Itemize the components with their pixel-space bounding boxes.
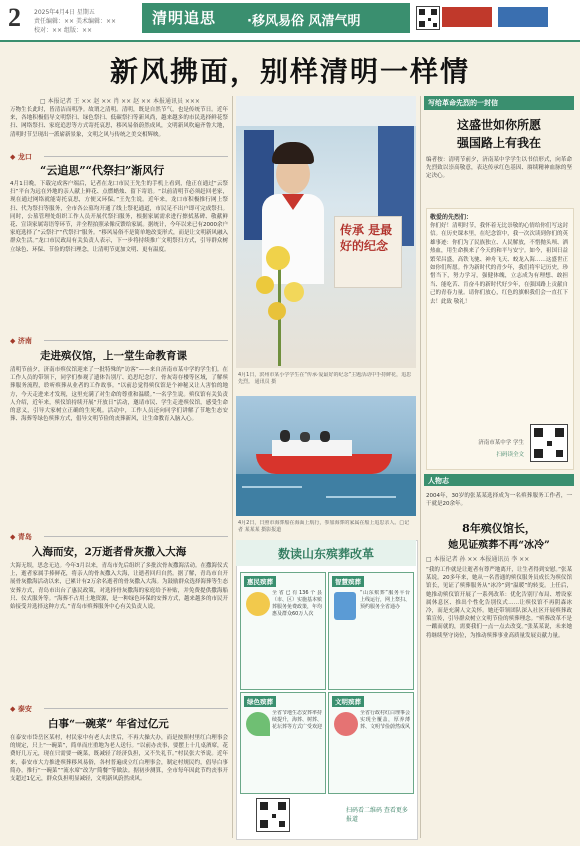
- section-body-longkou: 4月1日晚，下载完成客户端后，记者在龙口市民王先生的手机上看到，他正在通过“云祭扫”平台为远在外地的亲人献上鲜花、点燃蜡烛、留下寄语。“以前清明节必须赶回老家，现在通过网络就能寄托哀思，方便又环保。”王先生说。近年来，龙口市积极推行网上祭扫、代为祭扫等服务，全市各公墓均开通了线上祭祀通道，市民足不出户即可完成祭扫。同时，公墓管理处组织工作人员开展代祭扫服务，根据家属需求进行擦拭墓碑、敬献鲜花、宣读家属寄语等环节，并全程拍照录像反馈给家属。据统计，今年以来已有2000余户家庭选择了“云祭扫”“代祭扫”服务。“移风易俗不是简单地改变形式，而是让文明新风融入群众生活。”龙口市民政局有关负责人表示，下一步将持续推广文明祭扫方式，引导群众树立绿色、环保、节俭的祭扫理念，让清明节更加文明、更有温度。: [10, 181, 228, 253]
- infographic-title: 数读山东殡葬改革: [277, 547, 374, 561]
- section-body-jinan: 清明节前夕，济南市殡仪馆迎来了一批特殊的“访客”——来自济南市某中学的学生们。在工作人员的带领下，同学们参观了遗体告别厅、追思纪念厅、骨灰寄存楼等区域，了解殡葬服务流程，聆听殡葬从业者的工作故事。“以前总觉得殡仪馆是个神秘又让人害怕的地方，今天走进来才发现，这里充满了对生命的尊重和温暖。”一名学生说。殡仪馆有关负责人介绍，近年来，殡仪馆持续开展“开放日”活动，邀请市民、学生走进殡仪馆，感受生命的意义，引导大家树立正确的生死观。活动中，工作人员还向同学们讲解了节地生态安葬、海葬等绿色殡葬方式，倡导文明节俭的丧葬新风，让生命教育入脑入心。: [10, 367, 228, 423]
- page-number: 2: [8, 3, 21, 32]
- header-meta: [34, 8, 116, 35]
- divider: [44, 340, 228, 341]
- section-label-taian: ◆ 泰安: [10, 705, 32, 713]
- person-body: “我的工作就是让逝者有尊严地离开，让生者得到安慰。”张某某说。20多年来，她从一名普通的殡仪服务员成长为殡仪馆馆长，见证了殡葬服务从“冰冷”到“温暖”的转变。上任后，她推动殡仪馆开展了一系列改革：优化告别厅布局、增设家属休息区、推出个性化告别仪式……让殡仪馆不再阴森冰冷，而是充满人文关怀。她还带领团队深入社区开展殡葬政策宣传，引导群众树立文明节俭的殡葬理念。“殡葬改革不是一蹴而就的，需要我们一点一点去改变。”张某某说，未来她将继续坚守岗位，为推动殡葬事业高质量发展贡献力量。: [426, 567, 572, 639]
- letter-salutation: 敬爱的先烈们：: [430, 214, 473, 221]
- info-card-title: 惠民殡葬: [244, 576, 276, 587]
- letter-qr-icon[interactable]: [530, 424, 568, 462]
- letter-intro: 编者按：清明节前夕，济南某中学学生以书信形式，向革命先烈致以崇高敬意，表达传承红色基因、赓续精神血脉的坚定决心。: [426, 157, 572, 180]
- info-card-text: 全省节地生态安葬率持续提升，海葬、树葬、花坛葬等方式广受欢迎: [272, 710, 322, 730]
- main-byline: □ 本报记者 王 ×× 赵 ×× 肖 ×× 赵 ×× 本报通讯员 ×××: [40, 98, 200, 105]
- leaf-icon: [246, 712, 270, 736]
- red-logo-badge: [442, 7, 492, 27]
- header-meta-line: 校对：×× 组版：××: [34, 27, 93, 34]
- infographic-footer: 扫码看二维码 查看更多报道: [346, 807, 408, 823]
- wall-slogan: 传承 是最好的纪念: [340, 223, 393, 253]
- flower-icon: [334, 712, 358, 736]
- letter-signature: 济南市某中学 学生: [478, 440, 524, 446]
- info-card-title: 文明殡葬: [332, 696, 364, 707]
- header-meta-line: 责任编辑：×× 美术编辑：××: [34, 18, 117, 25]
- divider: [44, 156, 228, 157]
- person-byline: □ 本报记者 孙 ×× 本报通讯员 李 ××: [426, 556, 530, 563]
- section-label-jinan: ◆ 济南: [10, 337, 32, 345]
- boat-photo: [236, 396, 416, 516]
- divider: [44, 536, 228, 537]
- qr-code-icon[interactable]: [416, 6, 440, 30]
- section-label-qingdao: ◆ 青岛: [10, 533, 32, 541]
- divider: [44, 708, 228, 709]
- column-divider: [232, 96, 233, 838]
- section-title-jinan: 走进殡仪馆，上一堂生命教育课: [40, 350, 187, 362]
- letter-qr-note: 扫码读全文: [496, 452, 524, 458]
- person-title-line1: 8年殡仪馆长，: [462, 522, 536, 535]
- student-photo: [236, 96, 416, 368]
- info-card-text: “山东殡葬”服务平台上线运行，网上祭扫、预约服务全省通办: [360, 590, 410, 610]
- info-card-title: 绿色殡葬: [244, 696, 276, 707]
- info-card-text: 全省已有136个县（市、区）实施基本殡葬服务免费政策，年均惠及群众60万人次: [272, 590, 322, 617]
- infographic-qr-icon[interactable]: [256, 798, 290, 832]
- section-title-qingdao: 入海而安，2万逝者骨灰撒入大海: [32, 546, 187, 558]
- main-intro: 万物生长此时，皆清洁而明净。故谓之清明。清明，既是自然节气，也是传统节日。近年来，各地积极倡导文明祭扫、绿色祭扫、低碳祭扫等新风尚，越来越多的市民选择鲜花祭扫、网络祭扫、家庭追思等方式寄托哀思，移风易俗蔚然成风，文明新风吹遍齐鲁大地，清明时节呈现出一派崭新景象，文明之风与传统之美交相辉映。: [10, 107, 228, 138]
- section-name: 清明追思: [152, 9, 217, 27]
- section-title-taian: 白事“一碗菜” 年省过亿元: [48, 718, 169, 730]
- letter-title-line2: 强国路上有我在: [456, 136, 541, 150]
- section-title-longkou: “云追思”“代祭扫”渐风行: [40, 164, 165, 177]
- info-card-title: 智慧殡葬: [332, 576, 364, 587]
- header-rule: [0, 40, 580, 42]
- section-body-qingdao: 大海无垠，思念无边。今年3月以来，青岛市先后组织了多批次骨灰撒海活动。在撒海仪式上，逝者家属手捧鲜花，将亲人的骨灰撒入大海，让逝者回归自然。据了解，青岛市自开展骨灰撒海活动以来，已累计有2万余名逝者的骨灰撒入大海。为鼓励群众选择海葬等生态安葬方式，青岛市出台了惠民政策，对选择骨灰撒海的家庭给予补贴，并免费提供撒海船只、仪式服务等。“海葬不占用土地资源，是一种绿色环保的安葬方式，越来越多的市民开始接受并选择这种方式。”青岛市殡葬服务中心有关负责人说。: [10, 563, 228, 611]
- person-title-line2: 她见证殡葬不再“冰冷”: [448, 540, 550, 551]
- info-card-text: 全省行政村红白理事会实现全覆盖，厚养薄葬、文明节俭蔚然成风: [360, 710, 410, 730]
- coin-icon: [246, 592, 270, 616]
- column-divider: [420, 96, 421, 838]
- page-headline: 新风拂面，别样清明一样情: [109, 55, 470, 88]
- header-meta-line: 2025年4月4日 星期五: [34, 9, 95, 16]
- section-body-taian: 在泰安市岱岳区某村，村民家中有老人去世后，不再大操大办，而是按照村里红白理事会的规定，只上“一碗菜”，简单而庄重地为老人送行。“以前办丧事，要摆上十几桌酒席，花费好几万元，现在只需要一碗菜，既减轻了经济负担，又不失礼节。”村民张大爷说。近年来，泰安市大力推进殡葬移风易俗，各村普遍成立红白理事会，制定村规民约，倡导白事简办，推行“一碗菜”“流水席”改为“简餐”等做法。据初步测算，全市每年因此节约丧事开支超过1亿元，群众负担明显减轻，文明新风蔚然成风。: [10, 735, 228, 783]
- section-subtitle: ·移风易俗 风清气明: [247, 14, 361, 29]
- phone-icon: [334, 592, 356, 620]
- letter-title-line1: 这盛世如你所愿: [456, 118, 541, 132]
- letter-body: 你们好！清明时节，我怀着无比崇敬的心情给你们写这封信。在历史课本里，在纪念馆中，我一次次读到你们的英雄事迹：你们为了民族独立、人民解放，不惜抛头颅、洒热血，用生命换来了今天的和平与安宁。如今，祖国日益繁荣昌盛，高铁飞驰、神舟飞天、蛟龙入海……这盛世正如你们所愿。作为新时代的青少年，我们将牢记历史，珍惜当下，努力学习，强健体魄，立志成为有理想、敢担当、能吃苦、肯奋斗的新时代好少年，在强国路上贡献自己的青春力量。请你们放心，红色的旗帜我们会一直扛下去！此致 敬礼！: [430, 223, 568, 305]
- bottom-photo-caption: 4月2日，日照市海葬船在海面上航行，参加海葬的家属在船上追思亲人。□记者 某某某 摄影报道: [238, 520, 410, 533]
- letter-banner-text: 写给革命先烈的一封信: [428, 99, 498, 107]
- section-label-longkou: ◆ 龙口: [10, 153, 32, 161]
- person-intro: 2004年，30岁的张某某选择成为一名殡葬服务工作者，一干就是20余年。: [426, 493, 572, 508]
- person-banner-text: 人物志: [428, 477, 449, 485]
- blue-logo-badge: [498, 7, 548, 27]
- top-photo-caption: 4月1日，滨州市某小学学生在“传承·爱最好的纪念”主题活动中手持鲜花，追思先烈。 通讯员 摄: [238, 372, 412, 385]
